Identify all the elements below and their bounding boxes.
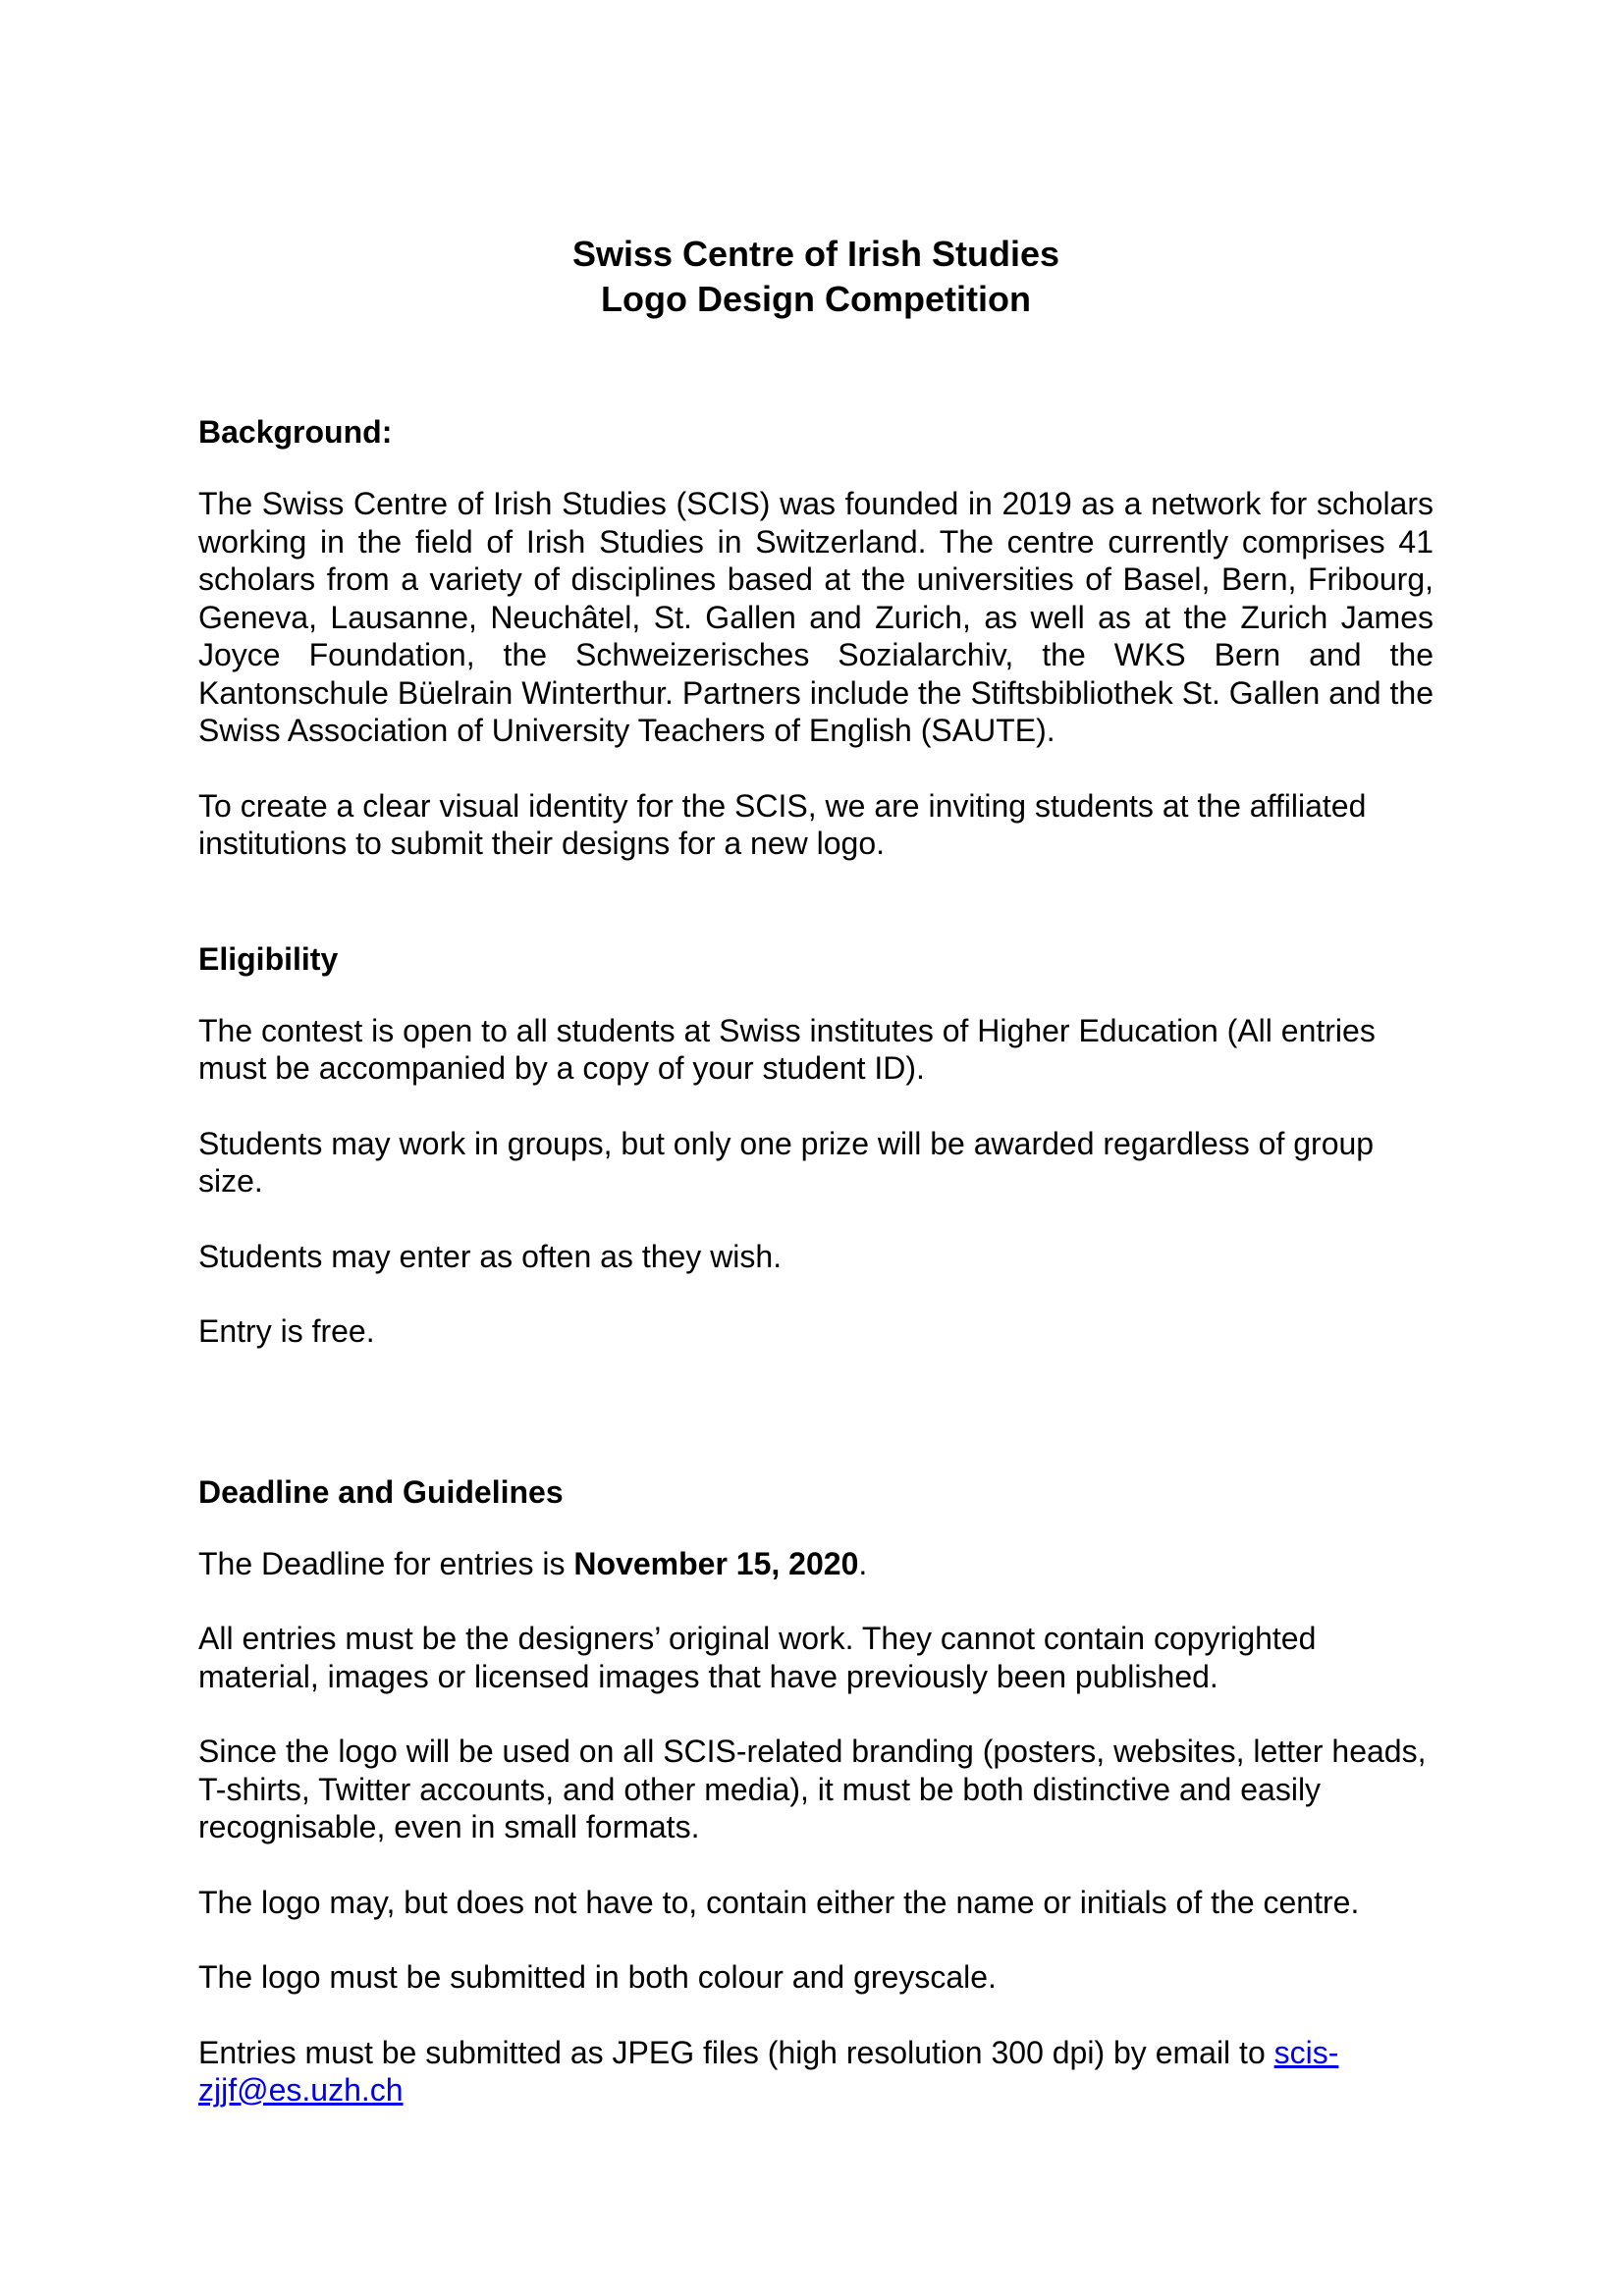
eligibility-section [198,939,1434,1351]
name-initials-paragraph: The logo may, but does not have to, contain either the name or initials of the centre. [198,1884,1360,1920]
deadline-date: November 15, 2020 [573,1545,859,1581]
section-spacer [198,900,1434,939]
eligibility-fee-paragraph: Entry is free. [198,1313,375,1349]
eligibility-groups-paragraph: Students may work in groups, but only one prize will be awarded regardless of group size. [198,1125,1375,1199]
document-page [198,232,1434,2147]
originality-paragraph: All entries must be the designers’ original work. They cannot contain copyrighted material, images or licensed images that have previously been published. [198,1621,1317,1694]
background-heading: Background: [198,414,393,450]
eligibility-entries-paragraph: Students may enter as often as they wish. [198,1238,783,1274]
deadline-section [198,1472,1434,2109]
eligibility-heading: Eligibility [198,940,339,977]
submission-prefix: Entries must be submitted as JPEG files (high resolution 300 dpi) by email to [198,2034,1274,2070]
background-section [198,412,1434,863]
deadline-prefix: The Deadline for entries is [198,1545,574,1581]
eligibility-paragraph: The contest is open to all students at Swiss institutes of Higher Education (All entries must be accompanied by a copy of your student ID). [198,1012,1376,1086]
branding-paragraph: Since the logo will be used on all SCIS-related branding (posters, websites, letter heads, T-shirts, Twitter accounts, and other media), it must be both distinctive and easily recognisable, even in small formats. [198,1734,1427,1844]
background-paragraph: The Swiss Centre of Irish Studies (SCIS) was founded in 2019 as a network for scholars working in the field of Irish Studies in Switzerland. The centre currently comprises 41 scholars from a variety of disciplines based at the universities of Basel, Bern, Fribourg, Geneva, Lausanne, Neuchâtel, St. Gallen and Zurich, as well as at the Zurich James Joyce Foundation, the Schweizerisches Sozialarchiv, the WKS Bern and the Kantonschule Büelrain Winterthur. Partners include the Stiftsbibliothek St. Gallen and the Swiss Association of University Teachers of English (SAUTE). [198,486,1434,748]
background-invitation-paragraph: To create a clear visual identity for the SCIS, we are inviting students at the affiliated institutions to submit their designs for a new logo. [198,787,1367,861]
document-title: Swiss Centre of Irish Studies [571,234,1060,274]
deadline-paragraph [198,1545,1434,1583]
section-spacer [198,1388,1434,1472]
submission-paragraph [198,2034,1434,2109]
colour-greyscale-paragraph: The logo must be submitted in both colour and greyscale. [198,1959,997,1995]
deadline-suffix: . [858,1545,868,1581]
title-block [198,232,1434,322]
document-subtitle: Logo Design Competition [601,279,1031,319]
deadline-heading: Deadline and Guidelines [198,1473,564,1510]
email-link[interactable]: scis-zjjf@es.uzh.ch [198,2034,1339,2108]
